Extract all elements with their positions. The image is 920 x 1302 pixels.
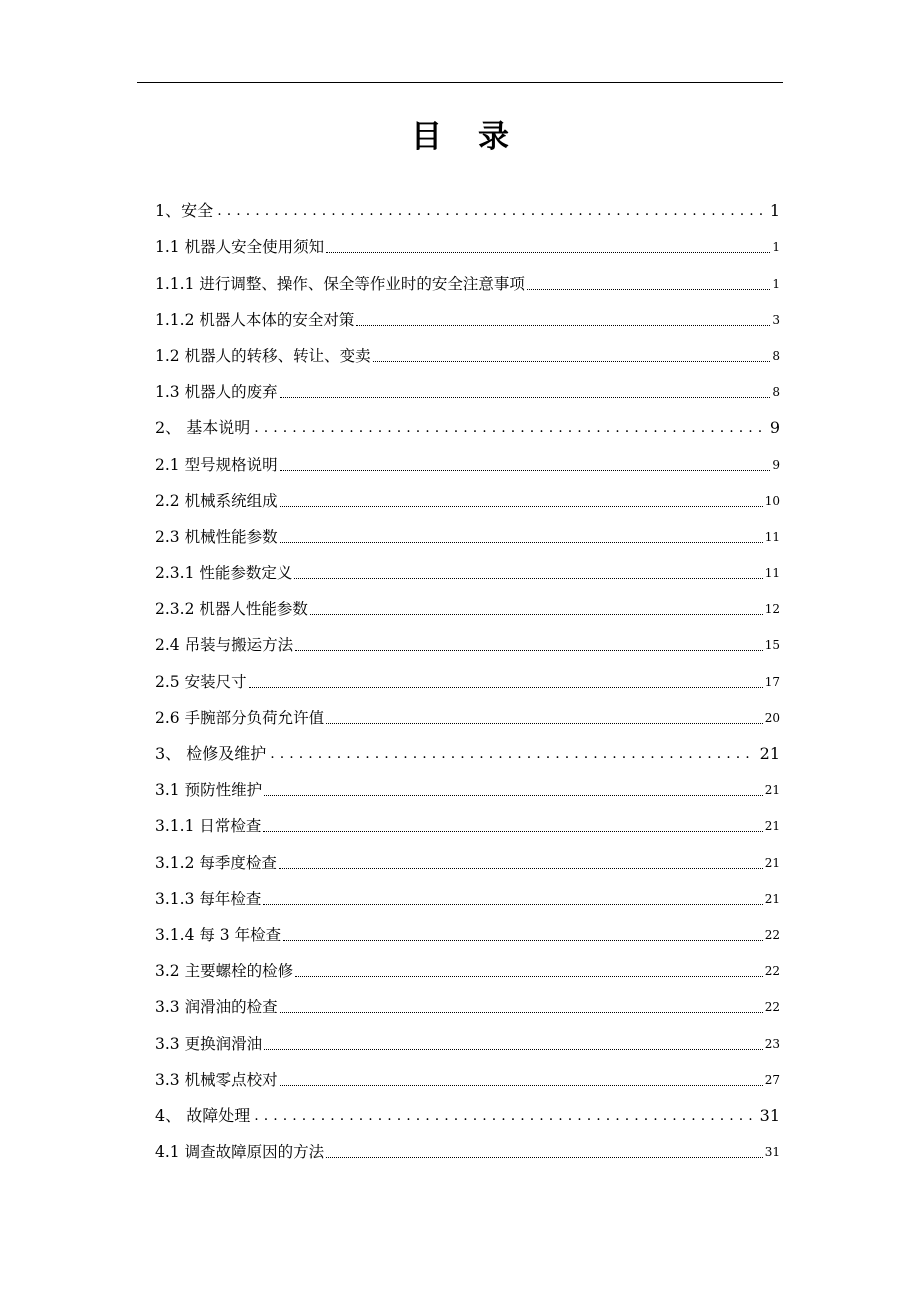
toc-dot-leader: [326, 251, 770, 253]
toc-entry-page-number: 15: [764, 638, 780, 653]
toc-entry[interactable]: [155, 945, 780, 981]
toc-dot-leader: [263, 830, 762, 832]
toc-entry-page-number: 8: [772, 348, 780, 363]
table-of-contents: [155, 185, 780, 1162]
toc-entry-label: 3.1.4 每 3 年检查: [155, 925, 282, 944]
toc-dot-leader: [270, 744, 755, 764]
toc-entry[interactable]: [155, 800, 780, 836]
toc-dot-leader: [283, 939, 763, 941]
toc-entry-page-number: 21: [764, 855, 780, 870]
toc-entry[interactable]: [155, 366, 780, 402]
toc-entry-label: 2、 基本说明: [155, 418, 251, 438]
toc-entry-label: 1.1 机器人安全使用须知: [155, 238, 325, 257]
toc-entry-page-number: 21: [764, 891, 780, 906]
toc-entry-label: 3.3 润滑油的检查: [155, 998, 278, 1017]
toc-entry-page-number: 31: [759, 1105, 780, 1125]
toc-dot-leader: [527, 288, 770, 290]
toc-entry[interactable]: [155, 873, 780, 909]
toc-entry[interactable]: [155, 836, 780, 872]
toc-entry-label: 3.1.1 日常检查: [155, 817, 262, 836]
toc-entry-label: 3、 检修及维护: [155, 744, 267, 763]
toc-entry[interactable]: [155, 1126, 780, 1162]
toc-entry[interactable]: [155, 511, 780, 547]
toc-entry-page-number: 22: [764, 927, 780, 942]
toc-entry[interactable]: [155, 583, 780, 619]
toc-entry-page-number: 8: [772, 385, 780, 400]
toc-entry[interactable]: [155, 619, 780, 655]
toc-dot-leader: [295, 975, 763, 977]
toc-dot-leader: [280, 396, 770, 398]
toc-entry-page-number: 11: [764, 529, 780, 544]
toc-entry[interactable]: [155, 475, 780, 511]
toc-entry-page-number: 9: [772, 457, 780, 472]
toc-entry[interactable]: [155, 909, 780, 945]
toc-dot-leader: [280, 1084, 763, 1086]
toc-title-part2: 录: [478, 119, 509, 155]
toc-entry[interactable]: [155, 330, 780, 366]
toc-entry[interactable]: [155, 438, 780, 474]
toc-entry[interactable]: [155, 1054, 780, 1090]
toc-entry-label: 3.3 机械零点校对: [155, 1070, 278, 1089]
toc-dot-leader: [280, 469, 770, 471]
toc-entry-page-number: 31: [764, 1145, 780, 1160]
toc-dot-leader: [217, 201, 766, 221]
toc-dot-leader: [373, 360, 770, 362]
toc-title: [0, 112, 920, 162]
toc-entry-label: 3.2 主要螺栓的检修: [155, 962, 294, 981]
toc-entry-page-number: 12: [764, 602, 780, 617]
toc-dot-leader: [326, 1156, 763, 1158]
toc-entry-label: 2.5 安装尺寸: [155, 672, 247, 691]
toc-dot-leader: [264, 1048, 763, 1050]
toc-entry[interactable]: [155, 981, 780, 1017]
toc-entry-label: 3.1.2 每季度检查: [155, 853, 277, 872]
toc-entry-label: 3.1 预防性维护: [155, 781, 263, 800]
toc-dot-leader: [280, 1011, 763, 1013]
toc-entry-page-number: 23: [764, 1036, 780, 1051]
toc-entry[interactable]: [155, 1090, 780, 1126]
toc-dot-leader: [254, 1106, 755, 1126]
toc-entry-label: 1、安全: [155, 201, 214, 221]
header-rule: [137, 82, 783, 83]
toc-entry-page-number: 3: [772, 312, 780, 327]
toc-dot-leader: [249, 686, 763, 688]
toc-entry[interactable]: [155, 221, 780, 257]
toc-entry[interactable]: [155, 692, 780, 728]
toc-entry-label: 2.1 型号规格说明: [155, 455, 278, 474]
toc-dot-leader: [279, 867, 763, 869]
toc-entry-label: 2.3 机械性能参数: [155, 527, 278, 546]
toc-entry-label: 2.4 吊装与搬运方法: [155, 636, 294, 655]
toc-dot-leader: [280, 505, 763, 507]
toc-entry-label: 1.1.1 进行调整、操作、保全等作业时的安全注意事项: [155, 274, 525, 293]
toc-entry-label: 3.3 更换润滑油: [155, 1034, 263, 1053]
toc-entry-label: 2.2 机械系统组成: [155, 491, 278, 510]
toc-entry-label: 1.1.2 机器人本体的安全对策: [155, 310, 355, 329]
toc-entry-page-number: 1: [772, 276, 780, 291]
toc-dot-leader: [356, 324, 770, 326]
toc-entry-label: 2.3.2 机器人性能参数: [155, 600, 308, 619]
toc-entry-label: 1.2 机器人的转移、转让、变卖: [155, 346, 371, 365]
toc-entry-page-number: 21: [764, 783, 780, 798]
toc-entry[interactable]: [155, 728, 780, 764]
toc-entry-label: 3.1.3 每年检查: [155, 889, 262, 908]
toc-entry-page-number: 9: [769, 418, 780, 438]
toc-entry-page-number: 17: [764, 674, 780, 689]
toc-entry-label: 1.3 机器人的废弃: [155, 383, 278, 402]
toc-entry[interactable]: [155, 655, 780, 691]
toc-dot-leader: [264, 794, 763, 796]
toc-entry[interactable]: [155, 294, 780, 330]
toc-dot-leader: [294, 577, 762, 579]
toc-entry-page-number: 27: [764, 1072, 780, 1087]
toc-dot-leader: [254, 418, 766, 438]
toc-entry-label: 2.3.1 性能参数定义: [155, 564, 293, 583]
toc-dot-leader: [263, 903, 762, 905]
toc-entry-page-number: 21: [759, 744, 780, 763]
toc-entry-page-number: 22: [764, 1000, 780, 1015]
toc-entry-page-number: 1: [769, 201, 780, 221]
toc-entry[interactable]: [155, 547, 780, 583]
toc-title-part1: 目: [411, 119, 442, 155]
toc-entry-page-number: 22: [764, 964, 780, 979]
toc-entry-page-number: 21: [764, 819, 780, 834]
toc-dot-leader: [310, 613, 763, 615]
toc-entry[interactable]: [155, 1017, 780, 1053]
toc-entry-page-number: 20: [764, 710, 780, 725]
toc-dot-leader: [295, 649, 763, 651]
toc-dot-leader: [326, 722, 763, 724]
toc-entry-label: 2.6 手腕部分负荷允许值: [155, 708, 325, 727]
toc-entry[interactable]: [155, 764, 780, 800]
toc-entry[interactable]: [155, 402, 780, 438]
toc-entry-label: 4.1 调查故障原因的方法: [155, 1143, 325, 1162]
toc-entry[interactable]: [155, 185, 780, 221]
toc-entry-label: 4、 故障处理: [155, 1105, 251, 1125]
toc-entry-page-number: 11: [764, 566, 780, 581]
toc-entry-page-number: 10: [764, 493, 780, 508]
toc-entry[interactable]: [155, 257, 780, 293]
toc-dot-leader: [280, 541, 763, 543]
toc-entry-page-number: 1: [772, 240, 780, 255]
